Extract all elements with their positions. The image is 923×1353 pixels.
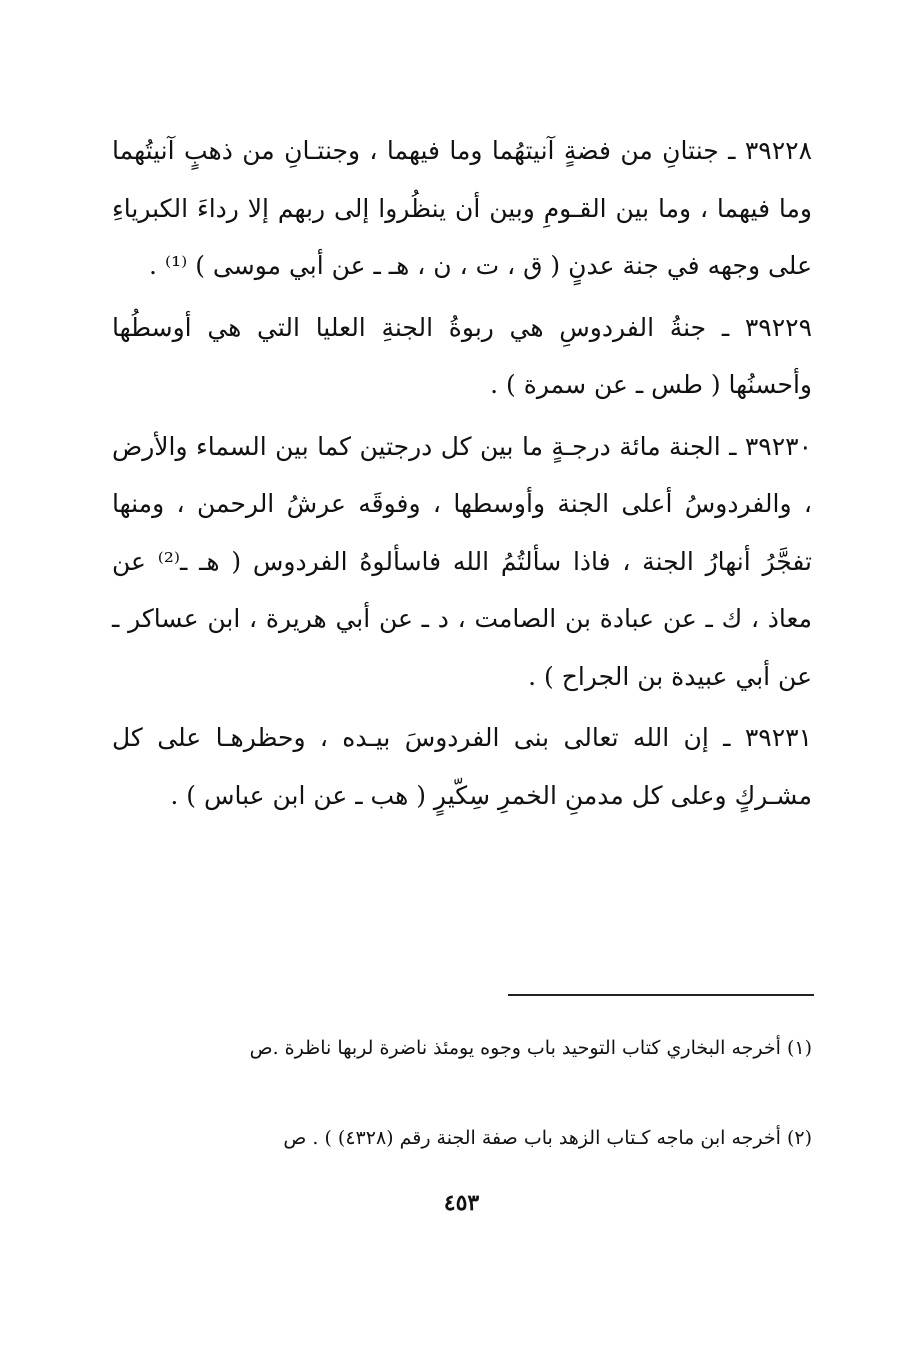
hadith-entry-39228 [112, 122, 812, 295]
hadith-entry-39229 [112, 299, 812, 414]
hadith-entry-39231 [112, 709, 812, 824]
hadith-entry-39230 [112, 418, 812, 706]
hadith-text: ٣٩٢٣١ ـ إن الله تعالى بنى الفردوسَ بيـده ، وحظرهـا على كل مشـركٍ وعلى كل مدمنِ الخمرِ سِكّيرٍ ( هب ـ عن ابن عباس ) . [112, 723, 812, 810]
page-number: ٤٥٣ [443, 1190, 480, 1216]
hadith-entries [112, 122, 812, 828]
hadith-text: ٣٩٢٢٨ ـ جنتانِ من فضةٍ آنيتهُما وما فيهما ، وجنتـانِ من ذهبٍ آنيتُهما وما فيهما ، وما بين القـومِ وبين أن ينظُروا إلى ربهم إلا رداءَ الكبرياءِ على وجهه في جنة عدنٍ ( ق ، ت ، ن ، هـ ـ عن أبي موسى ) ⁽¹⁾ . [112, 136, 812, 280]
footnote-1: (١) أخرجه البخاري كتاب التوحيد باب وجوه يومئذ ناضرة لربها ناظرة .ص [249, 1037, 812, 1059]
hadith-text: ٣٩٢٣٠ ـ الجنة مائة درجـةٍ ما بين كل درجتين كما بين السماء والأرض ، والفردوسُ أعلى الجنة وأوسطها ، وفوقَه عرشُ الرحمن ، ومنها تفجَّرُ أنهارُ الجنة ، فاذا سألتُمُ الله فاسألوهُ الفردوس ( هـ ـ⁽²⁾ عن معاذ ، ك ـ عن عبادة بن الصامت ، د ـ عن أبي هريرة ، ابن عساكر ـ عن أبي عبيدة بن الجراح ) . [112, 431, 812, 691]
footnote-separator [508, 994, 814, 996]
footnote-2: (٢) أخرجه ابن ماجه كـتاب الزهد باب صفة الجنة رقم (٤٣٢٨) ) . ص [283, 1127, 812, 1149]
footnotes [112, 1034, 812, 1214]
hadith-text: ٣٩٢٢٩ ـ جنةُ الفردوسِ هي ربوةُ الجنةِ العليا التي هي أوسطُها وأحسنُها ( طس ـ عن سمرة ) . [112, 312, 812, 399]
